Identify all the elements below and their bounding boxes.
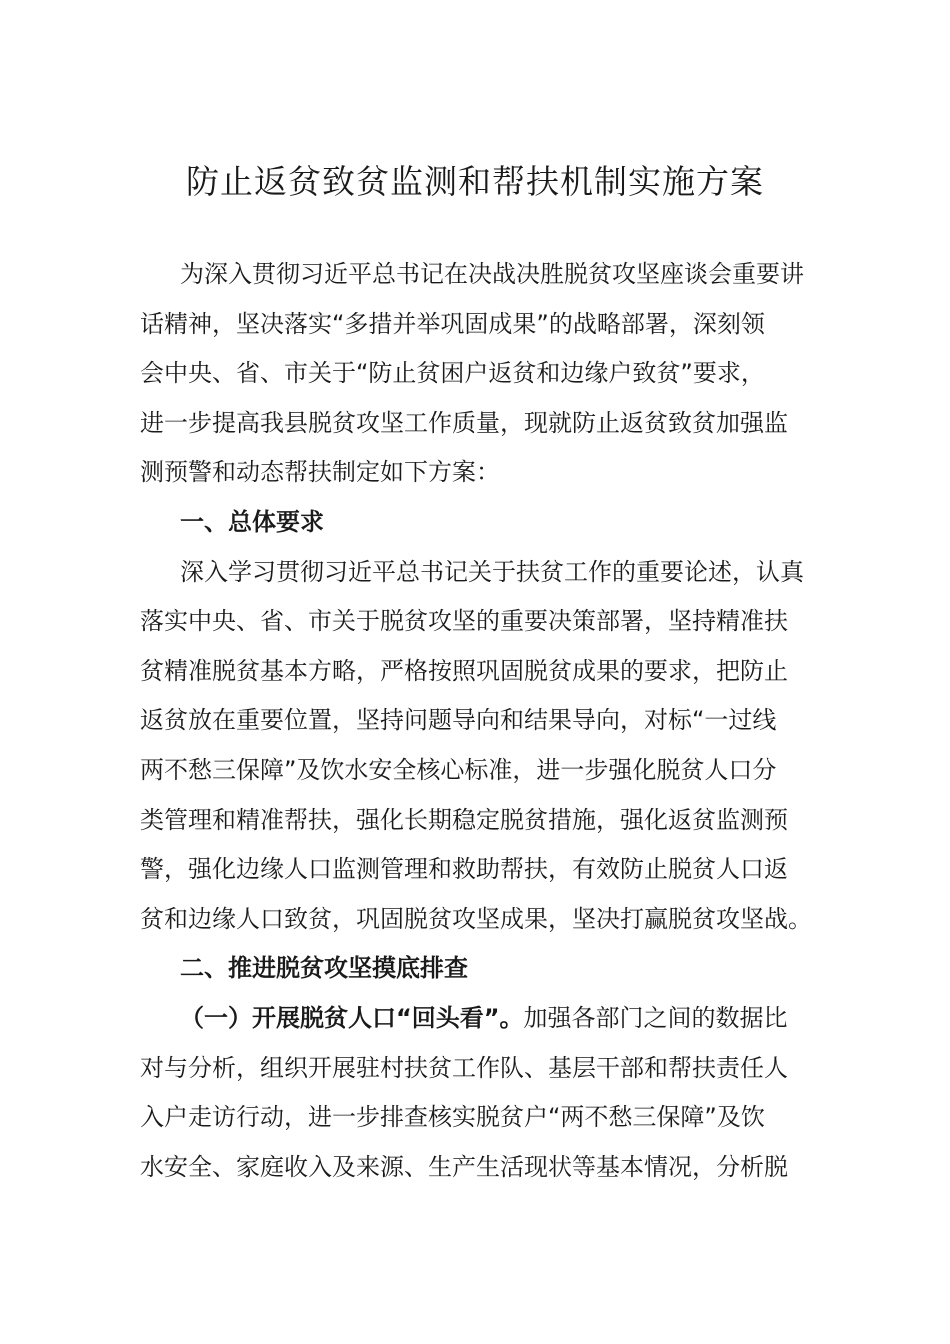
sub-heading: （一）开展脱贫人口“回头看”。 <box>180 1003 524 1032</box>
paragraph-line: 两不愁三保障”及饮水安全核心标准，进一步强化脱贫人口分 <box>140 755 777 784</box>
paragraph-line: 测预警和动态帮扶制定如下方案： <box>140 458 500 487</box>
paragraph-line: 入户走访行动，进一步排查核实脱贫户“两不愁三保障”及饮 <box>140 1103 765 1132</box>
paragraph-line: 警，强化边缘人口监测管理和救助帮扶，有效防止脱贫人口返 <box>140 855 788 884</box>
paragraph-line: 水安全、家庭收入及来源、生产生活现状等基本情况，分析脱 <box>140 1152 788 1181</box>
paragraph-line: 话精神，坚决落实“多措并举巩固成果”的战略部署，深刻领 <box>140 309 765 338</box>
paragraph-line: 贫和边缘人口致贫，巩固脱贫攻坚成果，坚决打赢脱贫攻坚战。 <box>140 904 812 933</box>
paragraph-line: 返贫放在重要位置，坚持问题导向和结果导向，对标“一过线 <box>140 706 777 735</box>
paragraph-line: 贫精准脱贫基本方略，严格按照巩固脱贫成果的要求，把防止 <box>140 656 788 685</box>
section-heading: 一、总体要求 <box>180 507 324 536</box>
paragraph-line: 落实中央、省、市关于脱贫攻坚的重要决策部署，坚持精准扶 <box>140 607 788 636</box>
sub-heading-text: 加强各部门之间的数据比 <box>523 1003 788 1032</box>
paragraph-line: 深入学习贯彻习近平总书记关于扶贫工作的重要论述，认真 <box>180 557 804 586</box>
document-body <box>140 250 830 1192</box>
paragraph-line: 进一步提高我县脱贫攻坚工作质量，现就防止返贫致贫加强监 <box>140 408 788 437</box>
paragraph-line <box>140 994 830 1044</box>
paragraph-line: 为深入贯彻习近平总书记在决战决胜脱贫攻坚座谈会重要讲 <box>180 260 804 288</box>
section-heading: 二、推进脱贫攻坚摸底排查 <box>180 954 468 983</box>
paragraph-line: 类管理和精准帮扶，强化长期稳定脱贫措施，强化返贫监测预 <box>140 805 788 834</box>
document-title: 防止返贫致贫监测和帮扶机制实施方案 <box>186 162 764 201</box>
paragraph-line: 会中央、省、市关于“防止贫困户返贫和边缘户致贫”要求， <box>140 359 765 388</box>
paragraph-line: 对与分析，组织开展驻村扶贫工作队、基层干部和帮扶责任人 <box>140 1053 788 1082</box>
